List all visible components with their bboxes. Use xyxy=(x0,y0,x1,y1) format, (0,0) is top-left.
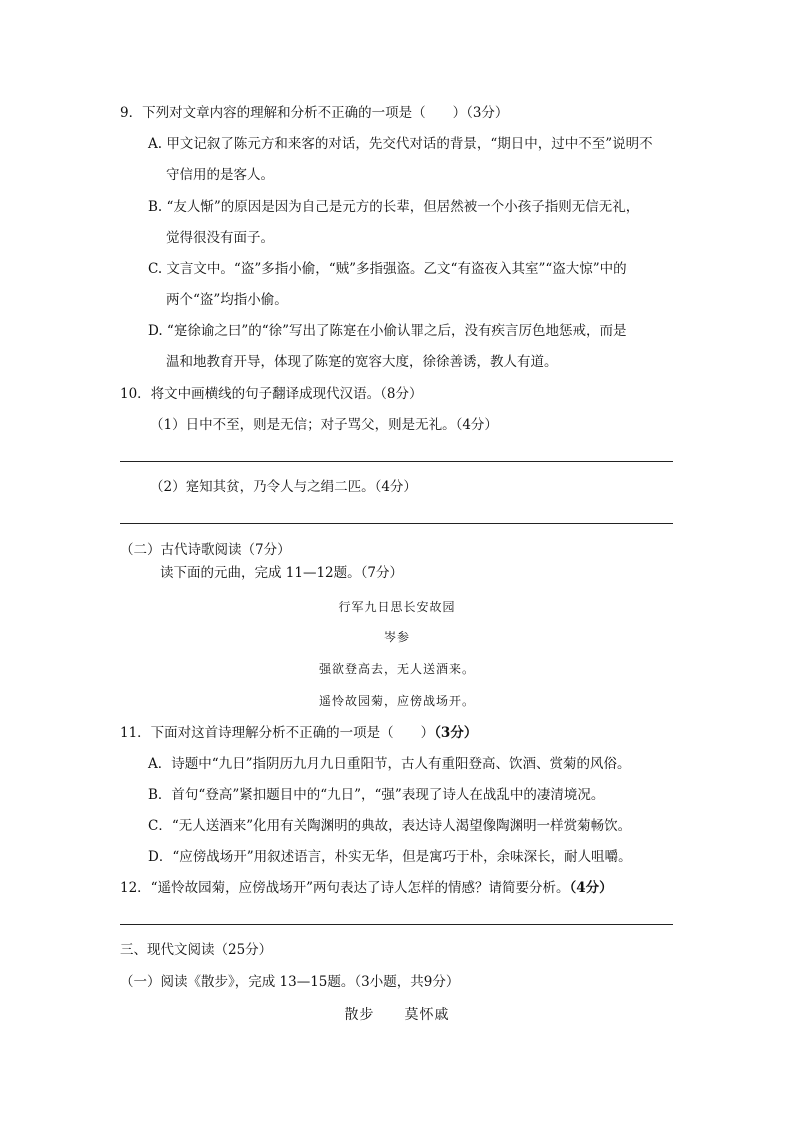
q11-option-d: D．“应傍战场开”用叙述语言，朴实无华，但是寓巧于朴，余味深长，耐人咀嚼。 xyxy=(148,849,632,865)
q11-option-c: C．“无人送酒来”化用有关陶渊明的典故，表达诗人渴望像陶渊明一样赏菊畅饮。 xyxy=(148,818,632,834)
essay-title: 散步 莫怀戚 xyxy=(344,1007,450,1023)
section-2-heading: （二）古代诗歌阅读（7分） xyxy=(120,542,291,558)
q9-option-d: D. “寔徐谕之曰”的“徐”写出了陈寔在小偷认罪之后，没有疾言厉色地惩戒，而是 xyxy=(148,323,627,339)
q11-option-b: B．首句“登高”紧扣题目中的“九日”，“强”表现了诗人在战乱中的凄清境况。 xyxy=(148,787,605,803)
q9-option-c: C. 文言文中。“盗”多指小偷，“贼”多指强盗。乙文“有盗夜入其室”“盗大惊”中的 xyxy=(148,261,627,277)
q9-option-c-cont: 两个“盗”均指小偷。 xyxy=(166,292,288,308)
q9-option-a-cont: 守信用的是客人。 xyxy=(166,167,274,183)
section-2-intro: 读下面的元曲，完成 11—12题。（7分） xyxy=(160,565,403,581)
q10-sentence-1: （1）日中不至，则是无信；对子骂父，则是无礼。（4分） xyxy=(150,417,498,433)
section-3-heading: 三、现代文阅读（25分） xyxy=(120,942,273,958)
poem-title: 行军九日思长安故园 xyxy=(338,600,456,614)
poem-line-2: 遥怜故园菊，应傍战场开。 xyxy=(318,694,475,708)
q10-sentence-2: （2）寔知其贫，乃令人与之绢二匹。（4分） xyxy=(150,479,417,495)
q12-stem xyxy=(120,879,613,897)
q12-points: （4分） xyxy=(569,880,613,896)
q12-stem-text: 12．“遥怜故园菊，应傍战场开”两句表达了诗人怎样的情感？请简要分析。 xyxy=(120,880,570,896)
q11-points: （3分） xyxy=(434,725,478,741)
poem-author: 岑参 xyxy=(383,630,410,644)
q11-option-a: A．诗题中“九日”指阴历九月九日重阳节，古人有重阳登高、饮酒、赏菊的风俗。 xyxy=(148,756,631,772)
q9-option-d-cont: 温和地教育开导，体现了陈寔的宽容大度，徐徐善诱，教人有道。 xyxy=(166,354,558,370)
section-3-subheading: （一）阅读《散步》，完成 13—15题。（3小题，共9分） xyxy=(120,974,460,990)
q9-option-b: B. “友人惭”的原因是因为自己是元方的长辈，但居然被一个小孩子指则无信无礼， xyxy=(148,199,640,215)
q11-stem xyxy=(120,724,477,742)
q10-stem: 10．将文中画横线的句子翻译成现代汉语。（8分） xyxy=(120,386,423,402)
q9-option-a: A. 甲文记叙了陈元方和来客的对话，先交代对话的背景，“期日中，过中不至”说明不 xyxy=(148,136,653,152)
q9-stem: 9．下列对文章内容的理解和分析不正确的一项是（ ）（3分） xyxy=(120,105,509,121)
answer-line-1 xyxy=(120,461,673,462)
answer-line-2 xyxy=(120,523,673,524)
answer-line-3 xyxy=(120,924,673,925)
q11-stem-text: 11．下面对这首诗理解分析不正确的一项是（ ） xyxy=(120,725,435,741)
poem-line-1: 强欲登高去，无人送酒来。 xyxy=(318,662,475,676)
q9-option-b-cont: 觉得很没有面子。 xyxy=(166,230,274,246)
